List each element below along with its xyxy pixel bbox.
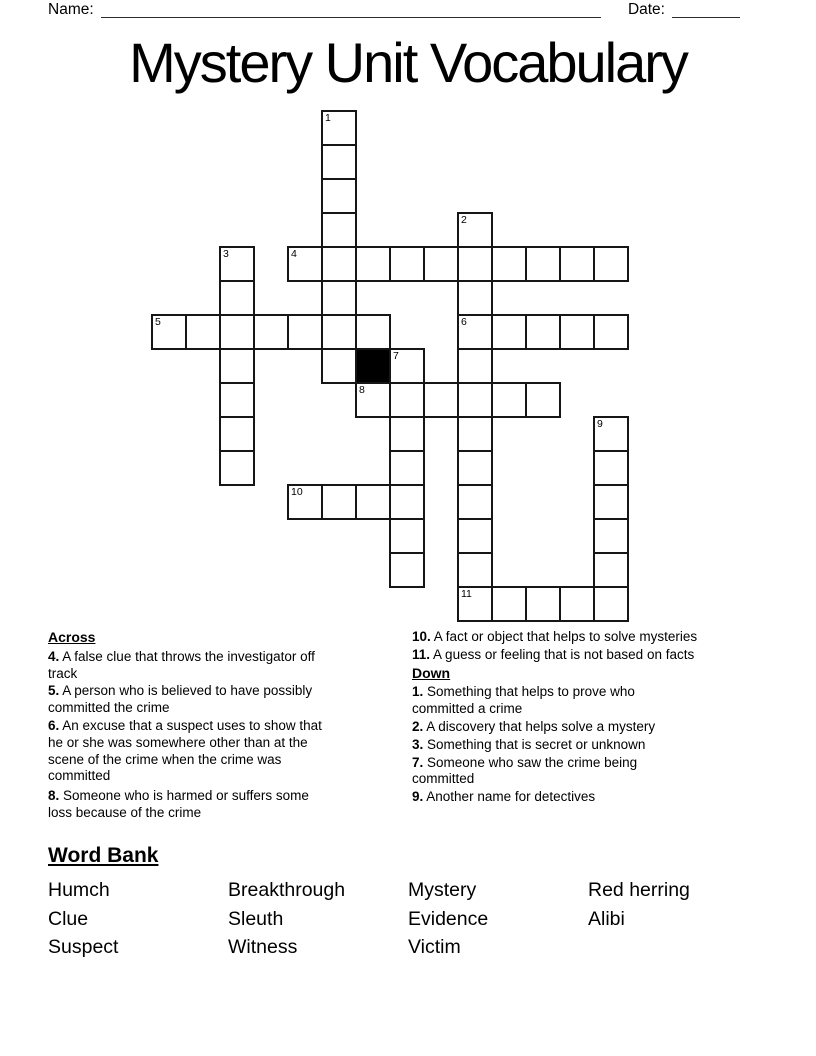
word-bank-word: Clue xyxy=(48,907,89,930)
word-bank-word: Red herring xyxy=(588,879,690,901)
date-label: Date: xyxy=(627,1,665,18)
grid-cell xyxy=(321,280,357,316)
clue-number: 6. xyxy=(48,717,60,733)
grid-cell xyxy=(185,314,221,350)
cell-number: 8 xyxy=(359,384,365,396)
clues-section xyxy=(48,629,768,829)
grid-cell xyxy=(525,246,561,282)
clue-down-7 xyxy=(412,755,699,789)
clue-number: 11. xyxy=(412,646,431,662)
clue-text: Someone who saw the crime being committed xyxy=(412,754,638,787)
grid-cell xyxy=(355,382,391,418)
grid-cell xyxy=(593,586,629,622)
grid-cell xyxy=(151,314,187,350)
grid-cell xyxy=(219,314,255,350)
grid-cell xyxy=(389,518,425,554)
grid-cell xyxy=(287,246,323,282)
cell-number: 10 xyxy=(291,486,303,498)
clue-number: 8. xyxy=(48,788,60,804)
grid-cell xyxy=(525,314,561,350)
clue-down-9 xyxy=(412,789,699,806)
cell-number: 9 xyxy=(597,418,603,430)
clue-number: 10. xyxy=(412,629,431,644)
grid-cell xyxy=(593,450,629,486)
word-bank-column-1 xyxy=(48,876,228,962)
grid-cell xyxy=(457,348,493,384)
grid-cell xyxy=(219,246,255,282)
clue-across-4 xyxy=(48,649,336,683)
grid-cell xyxy=(321,246,357,282)
grid-cell xyxy=(219,348,255,384)
grid-cell-black xyxy=(355,348,391,384)
clue-text: Something that helps to prove who committed a crime xyxy=(412,684,635,717)
cell-number: 5 xyxy=(155,316,161,328)
cell-number: 2 xyxy=(461,214,467,226)
grid-cell xyxy=(287,484,323,520)
clue-text: A fact or object that helps to solve mysteries xyxy=(433,629,698,644)
grid-cell xyxy=(457,280,493,316)
word-bank-word: Suspect xyxy=(48,936,119,959)
cell-number: 3 xyxy=(223,248,229,260)
grid-cell xyxy=(321,314,357,350)
grid-cell xyxy=(559,246,595,282)
clue-text: A guess or feeling that is not based on facts xyxy=(433,646,695,662)
down-heading: Down xyxy=(412,664,451,681)
date-blank-line xyxy=(672,2,740,18)
clue-number: 3. xyxy=(412,736,424,752)
grid-cell xyxy=(287,314,323,350)
grid-cell xyxy=(389,416,425,452)
grid-cell xyxy=(491,314,527,350)
clue-across-10 xyxy=(412,629,699,646)
grid-cell xyxy=(355,314,391,350)
clue-number: 9. xyxy=(412,789,424,805)
grid-cell xyxy=(457,450,493,486)
page-title: Mystery Unit Vocabulary xyxy=(129,31,687,94)
name-label: Name: xyxy=(48,1,94,18)
clue-text: Another name for detectives xyxy=(426,789,596,805)
clue-down-1 xyxy=(412,684,699,718)
grid-cell xyxy=(525,586,561,622)
clue-number: 2. xyxy=(412,718,424,734)
cell-number: 11 xyxy=(461,588,472,600)
word-bank-word: Victim xyxy=(408,936,461,959)
clue-across-6 xyxy=(48,718,336,785)
grid-cell xyxy=(423,382,459,418)
clue-number: 1. xyxy=(412,684,424,700)
word-bank-section xyxy=(48,844,768,962)
grid-cell xyxy=(525,382,561,418)
clue-across-5 xyxy=(48,683,336,717)
grid-cell xyxy=(321,144,357,180)
grid-cell xyxy=(457,314,493,350)
clue-text: An excuse that a suspect uses to show that he or she was somewhere other than at the scene of the crime when the crime was committed xyxy=(48,717,322,784)
clue-text: A false clue that throws the investigator off track xyxy=(48,648,315,681)
across-heading: Across xyxy=(48,629,96,645)
grid-cell xyxy=(321,484,357,520)
grid-cell xyxy=(457,484,493,520)
grid-cell xyxy=(389,382,425,418)
grid-cell xyxy=(457,416,493,452)
cell-number: 4 xyxy=(291,248,297,260)
word-bank-word: Alibi xyxy=(588,907,625,930)
crossword-grid xyxy=(151,110,629,622)
clue-number: 4. xyxy=(48,648,60,664)
grid-cell xyxy=(321,110,357,146)
grid-cell xyxy=(219,450,255,486)
word-bank-column-4 xyxy=(588,876,768,962)
grid-cell xyxy=(321,348,357,384)
grid-cell xyxy=(593,552,629,588)
clue-number: 5. xyxy=(48,683,60,699)
clue-number: 7. xyxy=(412,754,424,770)
grid-cell xyxy=(253,314,289,350)
grid-cell xyxy=(593,416,629,452)
grid-cell xyxy=(321,178,357,214)
word-bank-word: Witness xyxy=(228,936,298,959)
word-bank-columns xyxy=(48,876,768,962)
grid-cell xyxy=(593,314,629,350)
grid-cell xyxy=(593,518,629,554)
grid-cell xyxy=(457,212,493,248)
grid-cell xyxy=(491,586,527,622)
grid-cell xyxy=(219,382,255,418)
clue-text: Someone who is harmed or suffers some loss because of the crime xyxy=(48,788,309,820)
grid-cell xyxy=(389,484,425,520)
name-date-row xyxy=(48,1,740,18)
clue-text: Something that is secret or unknown xyxy=(427,736,646,752)
grid-cell xyxy=(491,246,527,282)
grid-cell xyxy=(559,586,595,622)
word-bank-word: Breakthrough xyxy=(228,879,346,901)
grid-cell xyxy=(321,212,357,248)
cell-number: 7 xyxy=(393,350,399,362)
grid-cell xyxy=(219,416,255,452)
clues-column-right xyxy=(412,629,699,807)
grid-cell xyxy=(219,280,255,316)
word-bank-heading: Word Bank xyxy=(48,844,159,867)
word-bank-column-3 xyxy=(408,876,588,962)
clue-text: A discovery that helps solve a mystery xyxy=(426,718,656,734)
cell-number: 1 xyxy=(325,112,331,124)
clue-across-11 xyxy=(412,647,699,664)
grid-cell xyxy=(457,518,493,554)
grid-cell xyxy=(355,484,391,520)
grid-cell xyxy=(355,246,391,282)
grid-cell xyxy=(457,586,493,622)
cell-number: 6 xyxy=(461,316,467,328)
grid-cell xyxy=(593,246,629,282)
name-blank-line xyxy=(101,2,601,18)
clue-down-3 xyxy=(412,737,699,754)
clues-column-left xyxy=(48,629,336,823)
word-bank-word: Sleuth xyxy=(228,907,284,930)
grid-cell xyxy=(593,484,629,520)
grid-cell xyxy=(389,348,425,384)
grid-cell xyxy=(389,450,425,486)
grid-cell xyxy=(491,382,527,418)
grid-cell xyxy=(389,552,425,588)
word-bank-word: Mystery xyxy=(408,879,477,901)
word-bank-word: Humch xyxy=(48,879,110,901)
grid-cell xyxy=(389,246,425,282)
word-bank-column-2 xyxy=(228,876,408,962)
grid-cell xyxy=(457,552,493,588)
grid-cell xyxy=(457,246,493,282)
grid-cell xyxy=(457,382,493,418)
grid-cell xyxy=(423,246,459,282)
clue-down-2 xyxy=(412,719,699,736)
clue-across-8 xyxy=(48,788,336,822)
word-bank-word: Evidence xyxy=(408,907,489,930)
grid-cell xyxy=(559,314,595,350)
clue-text: A person who is believed to have possibly committed the crime xyxy=(48,683,313,716)
